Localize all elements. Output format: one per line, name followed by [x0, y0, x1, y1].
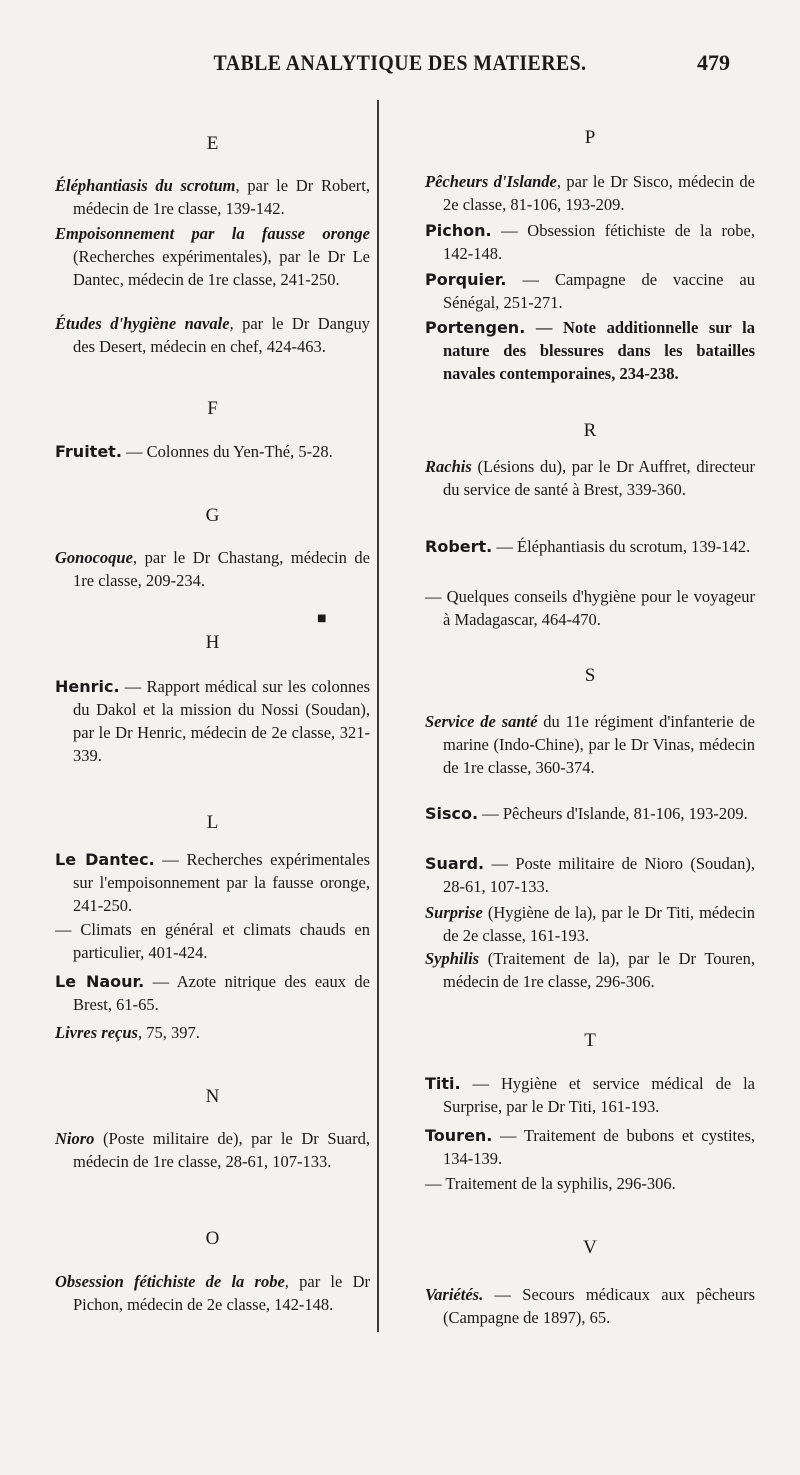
entry-head: Rachis — [425, 457, 472, 476]
section-letter-o: O — [205, 1228, 220, 1249]
entry-head: Henric. — [55, 677, 120, 696]
entry-head: Études d'hygiène navale — [55, 314, 230, 333]
entry-head: Livres reçus — [55, 1023, 138, 1042]
entry-body: — Poste militaire de Nioro (Soudan), 28-61, 107-133. — [443, 854, 755, 896]
entry-body: , par le Dr Robert, médecin de 1re classe, 139-142. — [73, 176, 370, 218]
entry-body: (Traitement de la), par le Dr Touren, médecin de 1re classe, 296-306. — [443, 949, 755, 991]
entry-head: Porquier. — [425, 270, 507, 289]
index-entry — [425, 852, 755, 898]
page-number: 479 — [697, 50, 730, 75]
index-entry — [55, 675, 370, 767]
entry-body: (Poste militaire de), par le Dr Suard, médecin de 1re classe, 28-61, 107-133. — [73, 1129, 370, 1171]
page-title: TABLE ANALYTIQUE DES MATIERES. — [213, 50, 587, 75]
entry-body: (Lésions du), par le Dr Auffret, directeur du service de santé à Brest, 339-360. — [443, 457, 755, 499]
entry-head: Fruitet. — [55, 442, 122, 461]
entry-body: — Traitement de bubons et cystites, 134-139. — [443, 1126, 755, 1168]
entry-body: — Campagne de vaccine au Sénégal, 251-271. — [443, 270, 755, 312]
entry-head: Obsession fétichiste de la robe — [55, 1272, 285, 1291]
index-entry — [55, 918, 370, 964]
section-letter-f: F — [207, 398, 218, 419]
section-letter-e: E — [206, 133, 219, 154]
entry-head: Pichon. — [425, 221, 492, 240]
entry-body: — Colonnes du Yen-Thé, 5-28. — [121, 442, 333, 461]
entry-head: Titi. — [425, 1074, 461, 1093]
entry-head: Éléphantiasis du scrotum — [55, 176, 236, 195]
entry-body: — Traitement de la syphilis, 296-306. — [425, 1174, 676, 1193]
section-letter-l: L — [206, 812, 219, 833]
index-entry — [425, 1072, 755, 1118]
entry-head: Robert. — [425, 537, 493, 556]
entry-head: Suard. — [425, 854, 485, 873]
section-letter-v: V — [583, 1237, 597, 1258]
entry-head: Le Dantec. — [55, 850, 155, 869]
section-letter-g: G — [205, 505, 220, 526]
entry-body: (Hygiène de la), par le Dr Titi, médecin de 2e classe, 161-193. — [443, 903, 755, 945]
index-entry — [55, 970, 370, 1016]
index-entry — [425, 1283, 755, 1329]
entry-body: , par le Dr Pichon, médecin de 2e classe, 142-148. — [73, 1272, 370, 1314]
index-entry — [425, 1172, 755, 1195]
section-letter-r: R — [583, 420, 597, 441]
index-entry — [55, 546, 370, 592]
entry-body: — Pêcheurs d'Islande, 81-106, 193-209. — [478, 804, 748, 823]
entry-body: , 75, 397. — [137, 1023, 200, 1042]
entry-body: du 11e régiment d'infanterie de marine (Indo-Chine), par le Dr Vinas, médecin de 1re classe, 360-374. — [443, 712, 755, 777]
entry-head: Variétés. — [425, 1285, 484, 1304]
index-entry — [425, 947, 755, 993]
entry-body: — Recherches expérimentales sur l'empoisonnement par la fausse oronge, 241-250. — [73, 850, 370, 915]
entry-body: , par le Dr Danguy des Desert, médecin en chef, 424-463. — [73, 314, 370, 356]
index-entry — [55, 1127, 370, 1173]
entry-body: — Éléphantiasis du scrotum, 139-142. — [492, 537, 751, 556]
entry-head: Sisco. — [425, 804, 479, 823]
index-entry — [55, 174, 370, 220]
column-divider — [377, 100, 379, 1332]
section-letter-s: S — [584, 665, 596, 686]
section-letter-n: N — [205, 1086, 220, 1107]
entry-head: Le Naour. — [55, 972, 145, 991]
index-entry — [55, 1021, 370, 1044]
entry-head: Syphilis — [425, 949, 480, 968]
entry-head: Portengen. — [425, 318, 526, 337]
entry-body: , par le Dr Sisco, médecin de 2e classe, 81-106, 193-209. — [443, 172, 755, 214]
entry-body: — Quelques conseils d'hygiène pour le voyageur à Madagascar, 464-470. — [425, 587, 755, 629]
index-entry — [55, 440, 370, 463]
entry-head: Surprise — [425, 903, 483, 922]
entry-body: , par le Dr Chastang, médecin de 1re classe, 209-234. — [73, 548, 370, 590]
entry-body: (Recherches expérimentales), par le Dr Le Dantec, médecin de 1re classe, 241-250. — [73, 247, 370, 289]
index-entry — [425, 219, 755, 265]
entry-body: — Climats en général et climats chauds en particulier, 401-424. — [55, 920, 370, 962]
entry-body: — Secours médicaux aux pêcheurs (Campagne de 1897), 65. — [443, 1285, 755, 1327]
stray-dot: ■ — [317, 613, 327, 624]
index-entry — [425, 455, 755, 501]
entry-head: Service de santé — [425, 712, 538, 731]
index-entry — [425, 802, 755, 825]
index-entry — [55, 1270, 370, 1316]
entry-head: Touren. — [425, 1126, 493, 1145]
entry-body: — Azote nitrique des eaux de Brest, 61-65. — [73, 972, 371, 1014]
index-entry — [55, 222, 370, 291]
entry-body: — Rapport médical sur les colonnes du Dakol et la mission du Nossi (Soudan), par le Dr Henric, médecin de 2e classe, 321-339. — [73, 677, 370, 765]
index-entry — [425, 901, 755, 947]
entry-head: Pêcheurs d'Islande — [425, 172, 557, 191]
entry-body: — Obsession fétichiste de la robe, 142-148. — [443, 221, 755, 263]
entry-head: Nioro — [55, 1129, 95, 1148]
entry-head: Empoisonnement par la fausse oronge — [55, 224, 370, 243]
index-entry — [425, 170, 755, 216]
index-entry — [425, 710, 755, 779]
index-entry — [425, 316, 755, 385]
entry-body: — Hygiène et service médical de la Surprise, par le Dr Titi, 161-193. — [443, 1074, 755, 1116]
section-letter-p: P — [584, 127, 596, 148]
index-entry — [55, 848, 370, 917]
index-entry — [425, 585, 755, 631]
section-letter-t: T — [584, 1030, 596, 1051]
index-entry — [425, 535, 755, 558]
page-header — [0, 40, 800, 90]
section-letter-h: H — [205, 632, 220, 653]
index-entry — [425, 268, 755, 314]
index-entry — [425, 1124, 755, 1170]
entry-head: Gonocoque — [55, 548, 133, 567]
index-entry — [55, 312, 370, 358]
entry-body: — Note additionnelle sur la nature des blessures dans les batailles navales contemporaines, 234-238. — [443, 318, 755, 383]
